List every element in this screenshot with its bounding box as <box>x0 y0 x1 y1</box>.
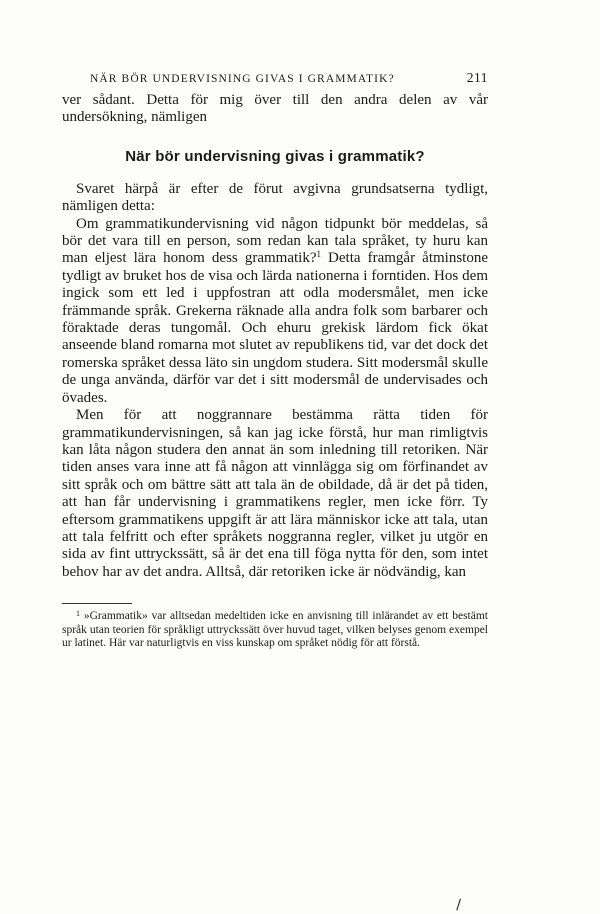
paragraph-3: Men för att noggrannare bestämma rätta tiden för grammatikundervisningen, så kan jag icke förstå, hur man rimligtvis kan låta någon studera den annat än som inledning till retoriken. När tiden anses vara inne att få någon att vinnlägga sig om förfinandet av sitt språk och om bättre sätt att tala än de obildade, då är det på tiden, att han får undervisning i grammatikens regler, men icke förr. Ty eftersom grammatikens uppgift är att lära människor icke att tala, utan att tala felfritt och efter språkets noggranna regler, vilket ju utgör en sida av fint uttryckssätt, så är det ena till föga nytta för den, som intet behov har av det andra. Alltså, där retoriken icke är nödvändig, kan <box>62 407 488 580</box>
running-head-title: NÄR BÖR UNDERVISNING GIVAS I GRAMMATIK? <box>90 73 395 85</box>
paragraph-2 <box>62 216 488 407</box>
section-heading: När bör undervisning givas i grammatik? <box>125 147 425 165</box>
paragraph-1: Svaret härpå är efter de förut avgivna grundsatserna tydligt, nämligen detta: <box>62 180 488 215</box>
book-page <box>62 70 488 651</box>
corner-mark: \ <box>451 897 465 913</box>
footnote-divider <box>62 603 132 604</box>
opening-paragraph: ver sådant. Detta för mig över till den andra delen av vår undersökning, nämligen <box>62 92 488 126</box>
running-head <box>62 70 488 92</box>
paragraph-2-part-b: Detta framgår åtminstone tydligt av bruket hos de visa och lärda nationerna i forntiden. Hos dem ingick som ett led i uppfostran att odla modersmålet, men icke främmande språk. Grekerna räknade alla andra folk som barbarer och föraktade deras tungomål. Och ehuru grekisk lärdom fick ökat anseende bland romarna mot slutet av republikens tid, var det dock det romerska språket dessa läto sin ungdom studera. Sitt modersmål skulle de unga använda, därför var det i sitt modersmål de undervisades och övades. <box>62 250 488 406</box>
footnote-text: »Grammatik» var alltsedan medeltiden icke en anvisning till inlärandet av ett bestämt språk utan teorien för språkligt uttryckssätt över huvud taget, vilken belyses genom exempel ur latinet. Här var naturligtvis en viss kunskap om språket nödig för att förstå. <box>62 610 488 650</box>
page-number: 211 <box>466 70 488 85</box>
footnote-reference: 1 <box>316 249 321 260</box>
paragraph-2-part-a: Om grammatikundervisning vid någon tidpunkt bör meddelas, så bör det vara till en person, som redan kan tala språket, ty huru kan man eljest lära honom dess grammatik? <box>62 215 488 267</box>
footnote-marker: 1 <box>76 609 80 619</box>
footnote <box>62 610 488 651</box>
